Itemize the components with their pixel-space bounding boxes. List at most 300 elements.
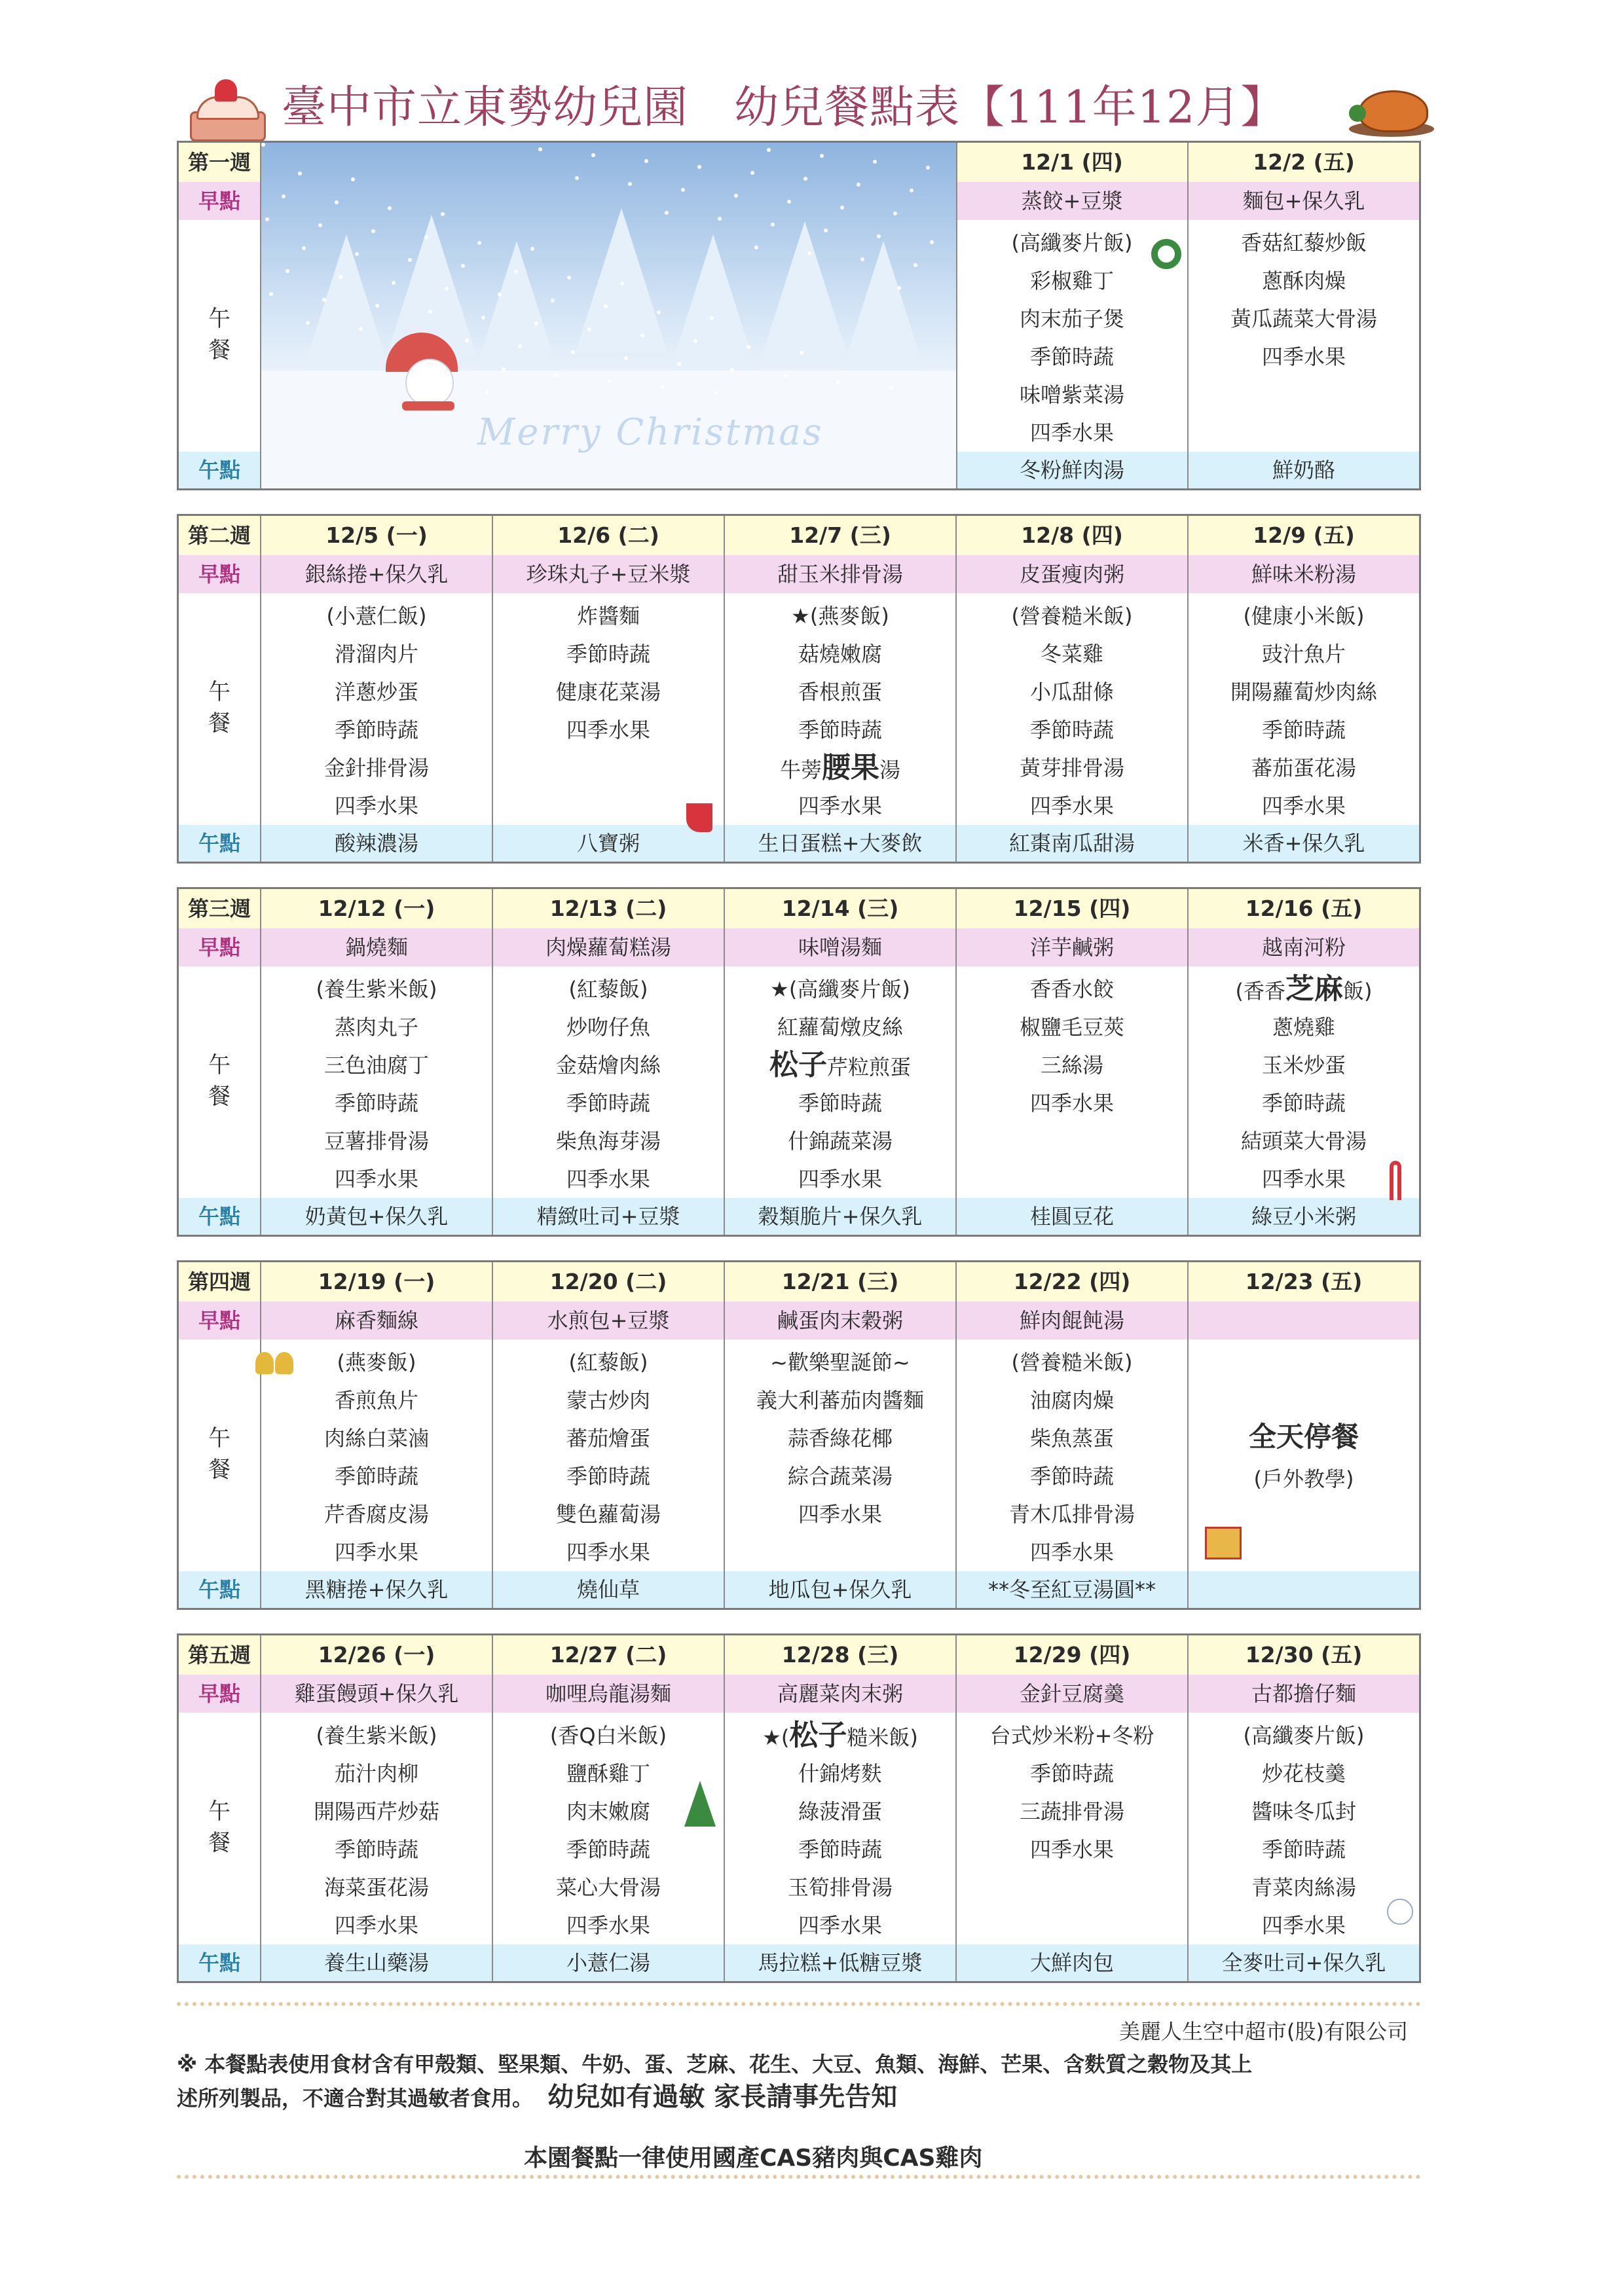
lunch-item: 四季水果 xyxy=(798,1913,882,1938)
lunch-item: 四季水果 xyxy=(334,1913,418,1938)
breakfast-label: 早點 xyxy=(179,1675,261,1713)
snowflake xyxy=(767,148,771,152)
lunch-menu xyxy=(957,1713,1189,1944)
lunch-item: 金菇燴肉絲 xyxy=(555,1053,661,1078)
row-bf xyxy=(179,555,1419,594)
breakfast-item: 麻香麵線 xyxy=(261,1302,493,1339)
lunch-item xyxy=(725,1717,955,1755)
snowflake xyxy=(787,200,791,204)
snowflake xyxy=(889,386,893,390)
lunch-item: 義大利蕃茄肉醬麵 xyxy=(756,1388,924,1413)
snowflake xyxy=(392,281,396,285)
snowflake xyxy=(282,194,286,198)
snowflake xyxy=(665,211,669,215)
breakfast-item: 珍珠丸子+豆米漿 xyxy=(493,555,725,593)
lunch-menu xyxy=(493,1339,725,1571)
breakfast-item: 咖哩烏龍湯麵 xyxy=(493,1675,725,1713)
lunch-item: 綜合蔬菜湯 xyxy=(787,1464,893,1489)
lunch-item: 季節時蔬 xyxy=(334,1837,418,1862)
lunch-label xyxy=(179,220,261,452)
decorative-border-top xyxy=(177,2002,1421,2010)
snowflake xyxy=(714,391,718,395)
lunch-item: 雙色蘿蔔湯 xyxy=(555,1502,661,1527)
lunch-item: (養生紫米飯) xyxy=(316,977,437,1002)
lunch-menu xyxy=(1189,593,1419,825)
snowflake xyxy=(897,286,901,290)
lunch-label-top: 午 xyxy=(208,1052,231,1078)
week-table xyxy=(177,141,1421,490)
lunch-item: 季節時蔬 xyxy=(1029,718,1114,742)
snowflake xyxy=(351,177,355,181)
lunch-item: 四季水果 xyxy=(566,1913,650,1938)
breakfast-item: 水煎包+豆漿 xyxy=(493,1302,725,1339)
snowflake xyxy=(640,333,644,337)
lunch-item: 黃瓜蔬菜大骨湯 xyxy=(1230,306,1377,331)
snack-item: 小薏仁湯 xyxy=(493,1944,725,1981)
lunch-label-top: 午 xyxy=(208,1425,231,1451)
lunch-item: 三蔬排骨湯 xyxy=(1019,1799,1124,1824)
snowflake xyxy=(591,153,595,157)
row-date xyxy=(179,1635,1419,1676)
snowflake xyxy=(836,380,840,384)
snowflake xyxy=(681,188,685,192)
lunch-menu xyxy=(493,593,725,825)
lunch-item: 玉米炒蛋 xyxy=(1261,1053,1346,1078)
snack-label: 午點 xyxy=(179,1571,261,1608)
lunch-item: 四季水果 xyxy=(1029,793,1114,818)
lunch-item: 黃芽排骨湯 xyxy=(1019,756,1124,780)
snowflake xyxy=(261,143,265,147)
snowflake xyxy=(661,385,665,389)
allergy-reminder: 幼兒如有過敏 家長請事先告知 xyxy=(547,2082,898,2112)
lunch-item: 炒花枝羹 xyxy=(1261,1761,1346,1786)
dish-highlight: 芝麻 xyxy=(1285,972,1343,1006)
lunch-item: 季節時蔬 xyxy=(1029,1761,1114,1786)
lunch-item: 四季水果 xyxy=(334,1540,418,1565)
lunch-label-bottom: 餐 xyxy=(208,337,231,363)
breakfast-item: 洋芋鹹粥 xyxy=(957,928,1189,966)
lunch-list xyxy=(957,1339,1187,1571)
lunch-item: 柴魚海芽湯 xyxy=(555,1129,661,1154)
snowflake xyxy=(860,257,864,261)
lunch-item: 蒜香綠花椰 xyxy=(787,1426,893,1451)
lunch-item: 鹽酥雞丁 xyxy=(566,1761,650,1786)
row-bf xyxy=(179,1675,1419,1714)
lunch-item: 芹香腐皮湯 xyxy=(323,1502,429,1527)
row-snack xyxy=(179,1944,1419,1981)
date-header: 12/15 (四) xyxy=(957,889,1189,928)
row-bf xyxy=(179,1302,1419,1341)
snowflake xyxy=(567,276,571,280)
snowflake xyxy=(428,310,432,314)
snowy-tree xyxy=(759,221,851,365)
row-snack xyxy=(179,825,1419,862)
lunch-list xyxy=(261,966,492,1198)
lunch-list xyxy=(1189,1339,1419,1343)
closed-notice: 全天停餐 xyxy=(1248,1421,1359,1453)
snack-label: 午點 xyxy=(179,1198,261,1235)
snowflake xyxy=(604,304,608,308)
breakfast-item: 肉燥蘿蔔糕湯 xyxy=(493,928,725,966)
snack-item: 冬粉鮮肉湯 xyxy=(957,452,1189,488)
lunch-item: 四季水果 xyxy=(334,1167,418,1192)
snowflake xyxy=(339,275,342,279)
christmas-tree-icon xyxy=(684,1781,716,1827)
snack-item: 桂圓豆花 xyxy=(957,1198,1189,1235)
snowflake xyxy=(477,241,481,245)
lunch-item: 季節時蔬 xyxy=(566,1464,650,1489)
lunch-item: 豉汁魚片 xyxy=(1261,642,1346,666)
date-header: 12/13 (二) xyxy=(493,889,725,928)
lunch-item: 季節時蔬 xyxy=(798,718,882,742)
lunch-label-bottom: 餐 xyxy=(208,710,231,737)
lunch-menu xyxy=(957,966,1189,1198)
snowflake xyxy=(502,367,506,371)
lunch-item: 綠菠滑蛋 xyxy=(798,1799,882,1824)
breakfast-item: 皮蛋瘦肉粥 xyxy=(957,555,1189,593)
snowflake xyxy=(803,177,807,181)
lunch-list xyxy=(261,1713,492,1944)
row-snack xyxy=(179,1571,1419,1608)
dish-suffix: 湯 xyxy=(879,757,901,782)
lunch-item: 冬菜雞 xyxy=(1040,642,1103,666)
snowflake xyxy=(514,270,518,274)
lunch-item: 什錦蔬菜湯 xyxy=(787,1129,893,1154)
lunch-item: 柴魚蒸蛋 xyxy=(1029,1426,1114,1451)
snowflake xyxy=(771,223,775,227)
snack-item: 奶黃包+保久乳 xyxy=(261,1198,493,1235)
snack-item: 養生山藥湯 xyxy=(261,1944,493,1981)
week-table xyxy=(177,1633,1421,1983)
roast-turkey-icon xyxy=(1349,85,1434,141)
lunch-menu xyxy=(261,966,493,1198)
date-header: 12/5 (一) xyxy=(261,516,493,555)
breakfast-item: 鹹蛋肉末穀粥 xyxy=(725,1302,957,1339)
lunch-menu xyxy=(725,593,957,825)
snack-item: **冬至紅豆湯圓** xyxy=(957,1571,1189,1608)
lunch-item: 彩椒雞丁 xyxy=(1029,268,1114,293)
date-header: 12/8 (四) xyxy=(957,516,1189,555)
lunch-list xyxy=(725,966,955,1198)
breakfast-item: 鮮味米粉湯 xyxy=(1251,562,1356,587)
snowflake xyxy=(718,217,722,221)
snowflake xyxy=(335,200,339,204)
snowflake xyxy=(677,362,681,366)
lunch-item xyxy=(1189,970,1419,1008)
snack-item: 地瓜包+保久乳 xyxy=(725,1571,957,1608)
lunch-item: 季節時蔬 xyxy=(1029,1464,1114,1489)
lunch-item: 青木瓜排骨湯 xyxy=(1008,1502,1135,1527)
lunch-item: 炸醬麵 xyxy=(576,604,640,629)
breakfast-item: 蒸餃+豆漿 xyxy=(957,182,1189,220)
lunch-item: 油腐肉燥 xyxy=(1029,1388,1114,1413)
snowflake xyxy=(269,292,273,296)
snowflake xyxy=(926,166,930,170)
lunch-item: (紅藜飯) xyxy=(568,977,648,1002)
breakfast-label: 早點 xyxy=(179,182,261,220)
week-table xyxy=(177,887,1421,1237)
breakfast-item: 高麗菜肉末粥 xyxy=(725,1675,957,1713)
snowflake xyxy=(322,298,326,302)
snowflake xyxy=(481,316,485,319)
dish-suffix: 芹粒煎蛋 xyxy=(826,1055,911,1080)
snowflake xyxy=(800,351,803,355)
snowflake xyxy=(873,160,877,164)
snowflake xyxy=(375,304,379,308)
date-header: 12/7 (三) xyxy=(725,516,957,555)
dish-highlight: 松子 xyxy=(789,1719,847,1752)
snowflake xyxy=(298,172,302,175)
snowflake xyxy=(498,293,502,297)
snowflake xyxy=(575,176,579,180)
date-header: 12/20 (二) xyxy=(493,1262,725,1302)
lunch-label-bottom: 餐 xyxy=(208,1830,231,1856)
lunch-item: 四季水果 xyxy=(798,793,882,818)
lunch-item: 肉末嫩腐 xyxy=(566,1799,650,1824)
lunch-item: 四季水果 xyxy=(1029,420,1114,445)
lunch-item: (紅藜飯) xyxy=(568,1350,648,1375)
breakfast-item: 雞蛋饅頭+保久乳 xyxy=(261,1675,493,1713)
snowflake xyxy=(930,240,934,244)
week-label: 第五週 xyxy=(179,1635,261,1675)
lunch-item: 四季水果 xyxy=(1261,793,1346,818)
lunch-item: 四季水果 xyxy=(798,1502,882,1527)
week-label: 第三週 xyxy=(179,889,261,928)
snowy-tree xyxy=(838,241,929,385)
snowflake xyxy=(485,390,489,394)
dish-highlight: 腰果 xyxy=(822,751,879,784)
lunch-label xyxy=(179,1713,261,1944)
snowflake xyxy=(820,154,824,158)
merry-christmas-text: Merry Christmas xyxy=(477,411,824,454)
lunch-item: 季節時蔬 xyxy=(566,642,650,666)
lunch-menu xyxy=(1189,220,1419,452)
lunch-item: 季節時蔬 xyxy=(566,1091,650,1116)
lunch-label-bottom: 餐 xyxy=(208,1457,231,1483)
snowflake xyxy=(628,182,632,186)
dish-suffix: 糙米飯) xyxy=(847,1725,918,1750)
lunch-item: 四季水果 xyxy=(1261,344,1346,369)
snowflake xyxy=(424,235,428,239)
snowflake xyxy=(693,339,697,343)
lunch-menu xyxy=(725,1713,957,1944)
dish-suffix: 飯) xyxy=(1343,979,1373,1004)
snowflake xyxy=(408,258,412,262)
snowflake xyxy=(750,171,754,175)
lunch-item: 開陽西芹炒菇 xyxy=(313,1799,439,1824)
lunch-list xyxy=(1189,220,1419,376)
lunch-item: 香香水餃 xyxy=(1029,977,1114,1002)
lunch-item: 四季水果 xyxy=(798,1167,882,1192)
snowflake xyxy=(913,263,917,267)
lunch-item: 肉絲白菜滷 xyxy=(323,1426,429,1451)
lunch-list xyxy=(957,593,1187,825)
lunch-menu xyxy=(957,593,1189,825)
allergen-notice-line2 xyxy=(177,2081,1421,2115)
lunch-item: 四季水果 xyxy=(1261,1913,1346,1938)
snowflake xyxy=(318,223,322,227)
week-label: 第四週 xyxy=(179,1262,261,1302)
allergen-notice-text: 述所列製品，不適合對其過敏者食用。 xyxy=(177,2086,534,2111)
lunch-item: 季節時蔬 xyxy=(1261,1837,1346,1862)
row-lunch xyxy=(179,966,1419,1199)
snack-item: 精緻吐司+豆漿 xyxy=(493,1198,725,1235)
snowflake xyxy=(734,194,738,198)
lunch-item: 豆薯排骨湯 xyxy=(323,1129,429,1154)
date-header: 12/27 (二) xyxy=(493,1635,725,1675)
lunch-list xyxy=(493,966,724,1198)
allergen-notice xyxy=(177,2048,1421,2115)
date-header: 12/30 (五) xyxy=(1245,1642,1363,1667)
snowflake xyxy=(555,373,559,377)
snowflake xyxy=(857,183,860,187)
supplier-name: 美麗人生空中超市(股)有限公司 xyxy=(1119,2019,1408,2044)
snowman-small-icon xyxy=(1387,1899,1413,1925)
snack-item: 馬拉糕+低糖豆漿 xyxy=(725,1944,957,1981)
lunch-item: 蒙古炒肉 xyxy=(566,1388,650,1413)
lunch-label-top: 午 xyxy=(208,1798,231,1825)
snowflake xyxy=(910,189,913,192)
date-header: 12/14 (三) xyxy=(725,889,957,928)
lunch-item: 椒鹽毛豆莢 xyxy=(1019,1015,1124,1040)
date-header: 12/9 (五) xyxy=(1253,522,1355,548)
snowflake xyxy=(608,379,612,383)
snowflake xyxy=(657,310,661,314)
dish-highlight: 松子 xyxy=(769,1048,827,1082)
snowflake xyxy=(359,327,363,331)
snowflake xyxy=(730,368,734,372)
decorative-border-bottom xyxy=(177,2175,1421,2183)
lunch-item: (燕麥飯) xyxy=(337,1350,416,1375)
lunch-item: (養生紫米飯) xyxy=(316,1723,437,1748)
lunch-label-bottom: 餐 xyxy=(208,1084,231,1110)
snowflake xyxy=(807,251,811,255)
christmas-boot-icon xyxy=(686,795,712,832)
lunch-list xyxy=(261,593,492,825)
breakfast-item: 鮮肉餛飩湯 xyxy=(957,1302,1189,1339)
lunch-item: 菜心大骨湯 xyxy=(555,1875,661,1900)
lunch-label xyxy=(179,966,261,1198)
snack-item xyxy=(1189,1571,1419,1608)
lunch-item: 開陽蘿蔔炒肉絲 xyxy=(1230,680,1377,704)
lunch-item xyxy=(725,1046,955,1084)
snowy-tree xyxy=(471,241,563,385)
snowy-tree xyxy=(667,234,759,378)
snack-item: 酸辣濃湯 xyxy=(261,825,493,862)
snowflake xyxy=(302,246,306,250)
snowman-scarf-icon xyxy=(402,401,454,410)
snowflake xyxy=(286,269,289,273)
lunch-item: (高纖麥片飯) xyxy=(1243,1723,1365,1748)
lunch-list xyxy=(725,1339,955,1533)
snack-item: 黑糖捲+保久乳 xyxy=(261,1571,493,1608)
snowflake xyxy=(840,206,844,210)
dish-prefix: 牛蒡 xyxy=(779,757,822,782)
breakfast-item: 越南河粉 xyxy=(1261,935,1346,960)
snack-item: 鮮奶酪 xyxy=(1272,458,1335,483)
row-lunch xyxy=(179,1713,1419,1946)
wreath-icon xyxy=(1151,239,1181,269)
lunch-menu xyxy=(493,1713,725,1944)
snowflake xyxy=(824,228,828,232)
date-header: 12/28 (三) xyxy=(725,1635,957,1675)
breakfast-label: 早點 xyxy=(179,1302,261,1339)
date-header: 12/21 (三) xyxy=(725,1262,957,1302)
lunch-item: 什錦烤麩 xyxy=(798,1761,882,1786)
date-header: 12/23 (五) xyxy=(1245,1269,1363,1294)
lunch-item: 四季水果 xyxy=(1029,1837,1114,1862)
page-header xyxy=(177,69,1441,147)
date-header: 12/22 (四) xyxy=(957,1262,1189,1302)
snowflake xyxy=(441,212,445,216)
lunch-item: 季節時蔬 xyxy=(798,1837,882,1862)
snowflake xyxy=(530,247,534,251)
lunch-item: 味噌紫菜湯 xyxy=(1019,382,1124,407)
lunch-item: 四季水果 xyxy=(1029,1091,1114,1116)
lunch-item: 三色油腐丁 xyxy=(323,1053,429,1078)
lunch-item: (高纖麥片飯) xyxy=(1011,230,1133,255)
lunch-item: 洋蔥炒蛋 xyxy=(334,680,418,704)
snowflake xyxy=(747,345,750,349)
lunch-menu xyxy=(493,966,725,1198)
lunch-item: ~歡樂聖誕節~ xyxy=(770,1350,910,1375)
lunch-item: 海菜蛋花湯 xyxy=(323,1875,429,1900)
lunch-list xyxy=(725,593,955,825)
lunch-item: 菇燒嫩腐 xyxy=(798,642,882,666)
lunch-list xyxy=(493,1713,724,1944)
lunch-list xyxy=(261,1339,492,1571)
lunch-item: 四季水果 xyxy=(566,1167,650,1192)
lunch-item: 醬味冬瓜封 xyxy=(1251,1799,1356,1824)
allergen-notice-line1: ※ 本餐點表使用食材含有甲殼類、堅果類、牛奶、蛋、芝麻、花生、大豆、魚類、海鮮、芒果、含麩質之穀物及其上 xyxy=(177,2052,1253,2077)
lunch-item: 蔥燒雞 xyxy=(1272,1015,1335,1040)
lunch-list xyxy=(1189,1713,1419,1944)
cas-meat-statement: 本園餐點一律使用國產CAS豬肉與CAS雞肉 xyxy=(524,2145,983,2172)
lunch-item: 四季水果 xyxy=(1261,1167,1346,1192)
snowflake xyxy=(534,321,538,325)
lunch-item: 季節時蔬 xyxy=(1261,1091,1346,1116)
lunch-item: 三絲湯 xyxy=(1040,1053,1103,1078)
lunch-item: 四季水果 xyxy=(566,1540,650,1565)
snack-item: 大鮮肉包 xyxy=(957,1944,1189,1981)
lunch-item: 蔥酥肉燥 xyxy=(1261,268,1346,293)
lunch-menu xyxy=(261,1713,493,1944)
lunch-menu xyxy=(261,593,493,825)
snowflake xyxy=(538,147,542,151)
christmas-bells-icon xyxy=(255,1345,295,1377)
winter-scene-image xyxy=(261,143,957,488)
lunch-list xyxy=(957,966,1187,1122)
lunch-item: 蕃茄燴蛋 xyxy=(566,1426,650,1451)
lunch-item: ★(燕麥飯) xyxy=(791,604,889,629)
breakfast-item xyxy=(1189,1302,1419,1339)
lunch-item: 季節時蔬 xyxy=(334,1091,418,1116)
lunch-list xyxy=(493,593,724,749)
lunch-item: 四季水果 xyxy=(334,793,418,818)
snack-item: 全麥吐司+保久乳 xyxy=(1221,1950,1386,1975)
week-label: 第二週 xyxy=(179,516,261,555)
date-header: 12/29 (四) xyxy=(957,1635,1189,1675)
snowflake xyxy=(754,246,758,249)
lunch-item: (小薏仁飯) xyxy=(326,604,427,629)
date-header: 12/26 (一) xyxy=(261,1635,493,1675)
lunch-list xyxy=(957,1713,1187,1868)
snowflake xyxy=(306,321,310,325)
snack-label: 午點 xyxy=(179,1944,261,1981)
row-date xyxy=(179,516,1419,556)
row-date xyxy=(179,1262,1419,1303)
snowflake xyxy=(587,327,591,331)
